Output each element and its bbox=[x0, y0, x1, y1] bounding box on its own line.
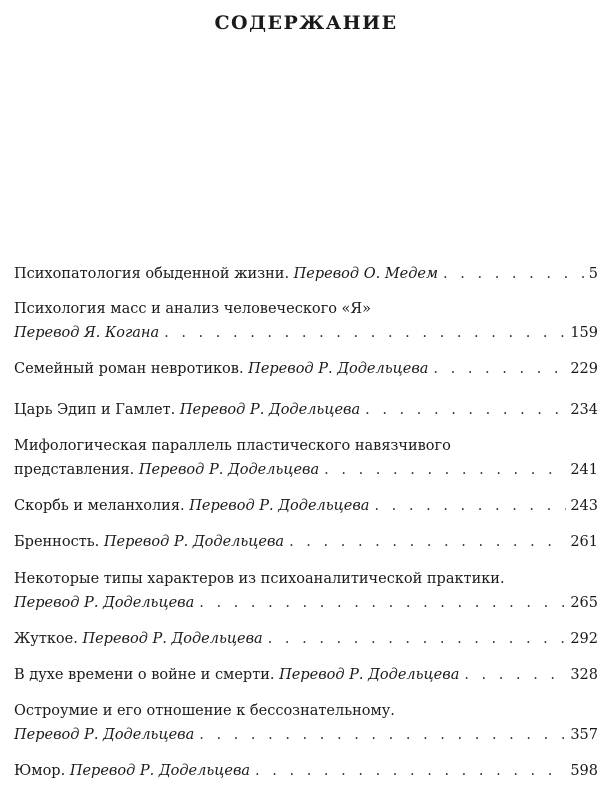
toc-entry[interactable] bbox=[14, 530, 598, 554]
leader-dots bbox=[199, 591, 566, 615]
entry-page-number: 229 bbox=[570, 361, 598, 377]
toc-entry[interactable] bbox=[14, 567, 598, 615]
entry-title: В духе времени о войне и смерти. bbox=[14, 667, 280, 683]
leader-dots bbox=[324, 458, 566, 482]
entry-translator: Перевод Р. Додельцева bbox=[279, 667, 460, 683]
leader-dots bbox=[365, 398, 566, 422]
entry-page-number: 357 bbox=[570, 727, 598, 743]
entry-title: Остроумие и его отношение к бессознательному. bbox=[14, 703, 395, 719]
entry-translator: Перевод Я. Когана bbox=[14, 325, 160, 341]
leader-dots bbox=[374, 494, 566, 518]
leader-dots bbox=[199, 723, 566, 747]
leader-dots bbox=[433, 357, 566, 381]
entry-page-number: 598 bbox=[570, 763, 598, 779]
entry-translator: Перевод Р. Додельцева bbox=[14, 727, 195, 743]
entry-title: Мифологическая параллель пластического навязчивого bbox=[14, 438, 451, 454]
entry-page-number: 328 bbox=[570, 667, 598, 683]
leader-dots bbox=[255, 759, 566, 783]
toc-entry[interactable] bbox=[14, 357, 598, 381]
entry-title: Психология масс и анализ человеческого «Я» bbox=[14, 301, 372, 317]
toc-entry[interactable] bbox=[14, 663, 598, 687]
entry-title: Семейный роман невротиков. bbox=[14, 361, 249, 377]
entry-page-number: 261 bbox=[570, 534, 598, 550]
toc-entry[interactable] bbox=[14, 627, 598, 651]
entry-page-number: 241 bbox=[570, 462, 598, 478]
entry-page-number: 292 bbox=[570, 631, 598, 647]
entry-page-number: 243 bbox=[570, 498, 598, 514]
toc-entry[interactable] bbox=[14, 759, 598, 783]
toc-entry[interactable] bbox=[14, 398, 598, 422]
entry-translator: Перевод Р. Додельцева bbox=[138, 462, 320, 478]
page-title: СОДЕРЖАНИЕ bbox=[214, 12, 398, 34]
leader-dots bbox=[443, 262, 585, 286]
entry-title-continued: представления. bbox=[14, 462, 139, 478]
entry-translator: Перевод Р. Додельцева bbox=[69, 763, 251, 779]
entry-title: Некоторые типы характеров из психоаналитической практики. bbox=[14, 571, 505, 587]
entry-title: Жуткое. bbox=[14, 631, 83, 647]
entry-translator: Перевод Р. Додельцева bbox=[14, 595, 195, 611]
leader-dots bbox=[289, 530, 566, 554]
toc-entry[interactable] bbox=[14, 494, 598, 518]
entry-translator: Перевод Р. Додельцева bbox=[103, 534, 285, 550]
leader-dots bbox=[464, 663, 566, 687]
entry-title: Психопатология обыденной жизни. bbox=[14, 266, 294, 282]
entry-translator: Перевод Р. Додельцева bbox=[248, 361, 429, 377]
entry-page-number: 5 bbox=[588, 266, 598, 282]
toc-entry[interactable] bbox=[14, 434, 598, 482]
entry-title: Скорбь и меланхолия. bbox=[14, 498, 190, 514]
toc-entry[interactable] bbox=[14, 262, 598, 286]
entry-page-number: 159 bbox=[570, 325, 598, 341]
entry-title: Юмор. bbox=[14, 763, 70, 779]
leader-dots bbox=[164, 321, 566, 345]
entry-page-number: 234 bbox=[570, 402, 598, 418]
entry-translator: Перевод О. Медем bbox=[293, 266, 439, 282]
toc-entry[interactable] bbox=[14, 699, 598, 747]
entry-title: Бренность. bbox=[14, 534, 104, 550]
entry-translator: Перевод Р. Додельцева bbox=[189, 498, 370, 514]
entry-page-number: 265 bbox=[570, 595, 598, 611]
entry-translator: Перевод Р. Додельцева bbox=[179, 402, 361, 418]
toc-entry[interactable] bbox=[14, 297, 598, 345]
leader-dots bbox=[268, 627, 567, 651]
entry-translator: Перевод Р. Додельцева bbox=[82, 631, 263, 647]
entry-title: Царь Эдип и Гамлет. bbox=[14, 402, 180, 418]
